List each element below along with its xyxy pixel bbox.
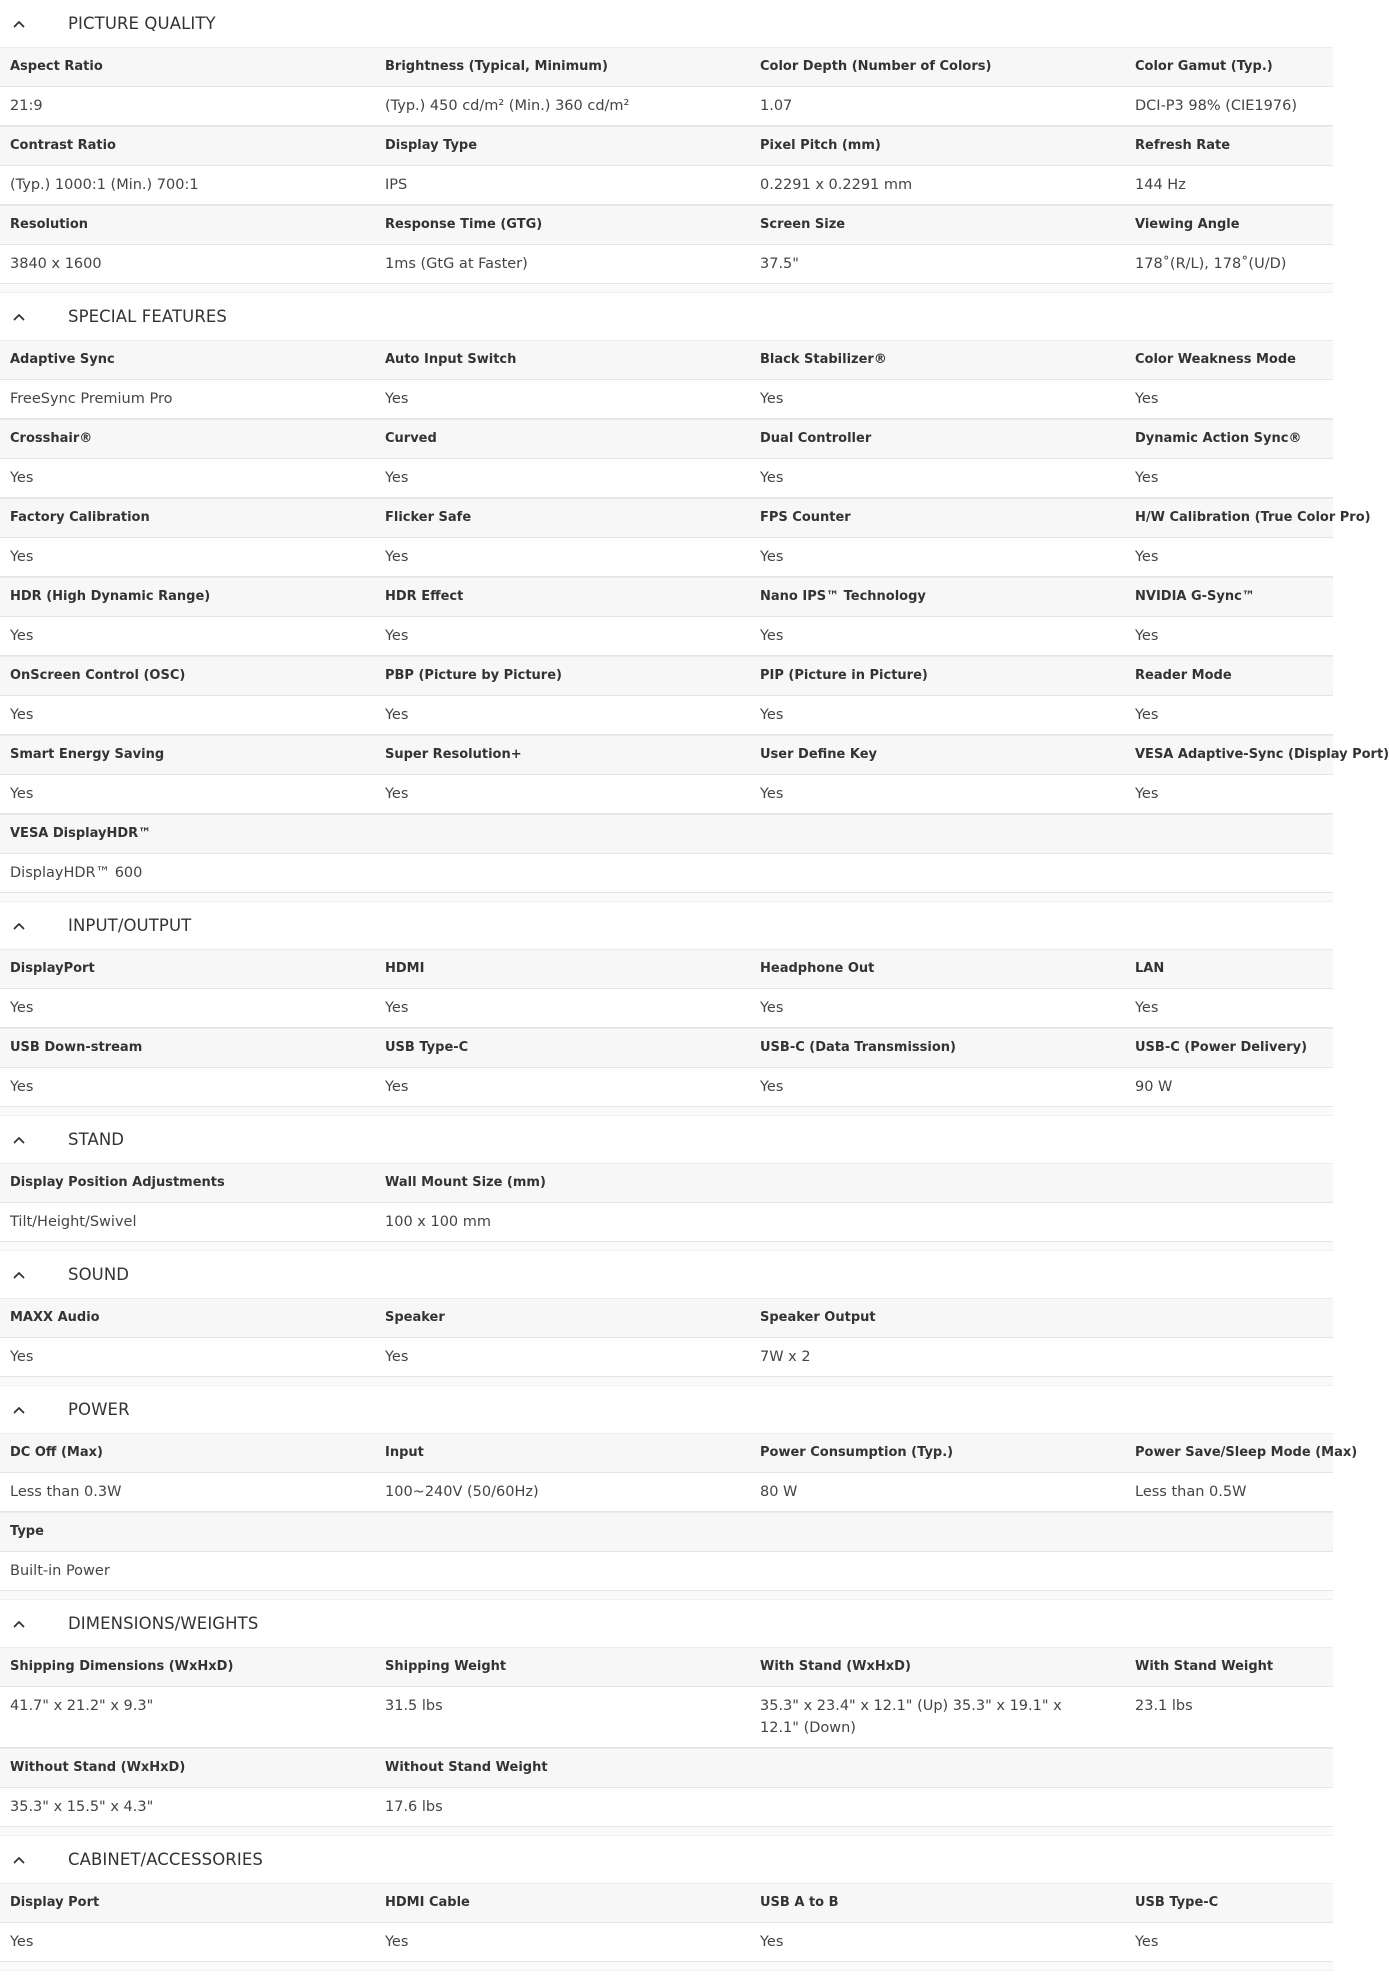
spec-value: Yes bbox=[10, 786, 34, 802]
section-header-picture-quality[interactable] bbox=[0, 0, 1333, 47]
section-header-dimensions-weights[interactable] bbox=[0, 1600, 1333, 1647]
spec-value-row bbox=[0, 538, 1333, 577]
spec-label: Black Stabilizer® bbox=[760, 352, 887, 367]
spec-value bbox=[375, 1552, 750, 1590]
section-title: CABINET/ACCESSORIES bbox=[68, 1850, 263, 1869]
section-title: PICTURE QUALITY bbox=[68, 14, 216, 33]
spec-label: Without Stand (WxHxD) bbox=[10, 1760, 186, 1775]
chevron-up-icon[interactable] bbox=[12, 1853, 26, 1867]
spec-value: Yes bbox=[385, 1079, 409, 1095]
chevron-up-icon[interactable] bbox=[12, 310, 26, 324]
spec-label bbox=[750, 815, 1125, 853]
spec-label: Speaker bbox=[385, 1310, 445, 1325]
spec-section-input-output bbox=[0, 902, 1333, 1116]
spec-label bbox=[1125, 815, 1333, 853]
spec-value: 41.7" x 21.2" x 9.3" bbox=[10, 1698, 154, 1714]
spec-value: Yes bbox=[385, 628, 409, 644]
spec-value: Yes bbox=[385, 707, 409, 723]
spec-label: Without Stand Weight bbox=[385, 1760, 548, 1775]
spec-label: USB Type-C bbox=[1135, 1895, 1219, 1910]
spec-value: Yes bbox=[385, 1934, 409, 1950]
chevron-up-icon[interactable] bbox=[12, 1133, 26, 1147]
spec-value: DisplayHDR™ 600 bbox=[10, 865, 143, 881]
spec-value: Yes bbox=[10, 1349, 34, 1365]
section-header-special-features[interactable] bbox=[0, 293, 1333, 340]
spec-label bbox=[750, 1749, 1125, 1787]
spec-section-power bbox=[0, 1386, 1358, 1600]
spec-label bbox=[750, 1164, 1125, 1202]
spec-label: Power Consumption (Typ.) bbox=[760, 1445, 954, 1460]
spec-value: Yes bbox=[385, 549, 409, 565]
spec-label: Crosshair® bbox=[10, 431, 93, 446]
spec-value: Yes bbox=[760, 470, 784, 486]
spec-value: Yes bbox=[10, 707, 34, 723]
section-title: STAND bbox=[68, 1130, 125, 1149]
spec-value-row bbox=[0, 775, 1333, 814]
spec-value: Yes bbox=[385, 786, 409, 802]
spec-label: Wall Mount Size (mm) bbox=[385, 1175, 546, 1190]
spec-label-row bbox=[0, 1883, 1333, 1923]
spec-value: Yes bbox=[385, 391, 409, 407]
spec-label: Headphone Out bbox=[760, 961, 875, 976]
spec-label: Curved bbox=[385, 431, 437, 446]
spec-label: VESA Adaptive-Sync (Display Port) bbox=[1135, 747, 1389, 762]
spec-label: Speaker Output bbox=[760, 1310, 876, 1325]
section-header-cabinet-accessories[interactable] bbox=[0, 1836, 1333, 1883]
section-title: SOUND bbox=[68, 1265, 130, 1284]
spec-label: HDR Effect bbox=[385, 589, 464, 604]
spec-value: 100 x 100 mm bbox=[385, 1214, 492, 1230]
spec-label: USB-C (Power Delivery) bbox=[1135, 1040, 1308, 1055]
spec-label bbox=[1125, 1513, 1333, 1551]
spec-label: USB Down-stream bbox=[10, 1040, 143, 1055]
spec-label: H/W Calibration (True Color Pro) bbox=[1135, 510, 1371, 525]
spec-label-row bbox=[0, 1748, 1333, 1788]
spec-value-row bbox=[0, 245, 1333, 284]
spec-label: Shipping Weight bbox=[385, 1659, 507, 1674]
spec-value bbox=[750, 1203, 1125, 1241]
spec-value-row bbox=[0, 380, 1333, 419]
spec-label-row bbox=[0, 498, 1371, 538]
spec-value: Yes bbox=[760, 1000, 784, 1016]
spec-value bbox=[1125, 1338, 1333, 1376]
spec-label: Power Save/Sleep Mode (Max) bbox=[1135, 1445, 1358, 1460]
spec-label: Flicker Safe bbox=[385, 510, 472, 525]
spec-value-row bbox=[0, 87, 1333, 126]
spec-label-row bbox=[0, 47, 1333, 87]
spec-value bbox=[750, 1552, 1125, 1590]
spec-value: FreeSync Premium Pro bbox=[10, 391, 173, 407]
spec-value: Yes bbox=[1135, 470, 1159, 486]
spec-label-row bbox=[0, 1163, 1333, 1203]
chevron-up-icon[interactable] bbox=[12, 919, 26, 933]
spec-value: 23.1 lbs bbox=[1135, 1698, 1193, 1714]
spec-value: Yes bbox=[760, 1079, 784, 1095]
spec-label-row bbox=[0, 735, 1389, 775]
spec-value-row bbox=[0, 1068, 1333, 1107]
spec-label: Nano IPS™ Technology bbox=[760, 589, 926, 604]
spec-value: 1ms (GtG at Faster) bbox=[385, 256, 528, 272]
spec-label: Reader Mode bbox=[1135, 668, 1232, 683]
spec-value: Yes bbox=[1135, 1000, 1159, 1016]
section-title: DIMENSIONS/WEIGHTS bbox=[68, 1614, 259, 1633]
chevron-up-icon[interactable] bbox=[12, 1403, 26, 1417]
spec-label: DC Off (Max) bbox=[10, 1445, 103, 1460]
spec-value: 178˚(R/L), 178˚(U/D) bbox=[1135, 256, 1287, 272]
spec-label-row bbox=[0, 205, 1333, 245]
spec-label: MAXX Audio bbox=[10, 1310, 100, 1325]
spec-label-row bbox=[0, 949, 1333, 989]
spec-label: OnScreen Control (OSC) bbox=[10, 668, 186, 683]
spec-value-row bbox=[0, 1687, 1333, 1748]
spec-value: Yes bbox=[1135, 1934, 1159, 1950]
spec-value: (Typ.) 450 cd/m² (Min.) 360 cd/m² bbox=[385, 98, 630, 114]
spec-section-cabinet-accessories bbox=[0, 1836, 1333, 1971]
spec-label bbox=[375, 1513, 750, 1551]
spec-value bbox=[1125, 1788, 1333, 1826]
spec-label: Adaptive Sync bbox=[10, 352, 115, 367]
spec-label: Input bbox=[385, 1445, 424, 1460]
section-header-input-output[interactable] bbox=[0, 902, 1333, 949]
spec-label bbox=[375, 815, 750, 853]
spec-label: HDR (High Dynamic Range) bbox=[10, 589, 211, 604]
spec-value-row bbox=[0, 1203, 1333, 1242]
spec-value: Yes bbox=[385, 1000, 409, 1016]
spec-value: 3840 x 1600 bbox=[10, 256, 102, 272]
spec-value: Yes bbox=[10, 470, 34, 486]
spec-label: DisplayPort bbox=[10, 961, 95, 976]
spec-label-row bbox=[0, 340, 1333, 380]
spec-label: Auto Input Switch bbox=[385, 352, 517, 367]
spec-label: PBP (Picture by Picture) bbox=[385, 668, 562, 683]
spec-label: Viewing Angle bbox=[1135, 217, 1240, 232]
spec-value: DCI-P3 98% (CIE1976) bbox=[1135, 98, 1297, 114]
spec-label: Response Time (GTG) bbox=[385, 217, 543, 232]
spec-label: Type bbox=[10, 1524, 44, 1539]
spec-label: Smart Energy Saving bbox=[10, 747, 165, 762]
spec-value: Yes bbox=[385, 1349, 409, 1365]
spec-label-row bbox=[0, 1298, 1333, 1338]
spec-label bbox=[750, 1513, 1125, 1551]
spec-value-row bbox=[0, 696, 1333, 735]
spec-value: Yes bbox=[760, 549, 784, 565]
spec-label: HDMI bbox=[385, 961, 425, 976]
spec-value: 80 W bbox=[760, 1484, 798, 1500]
spec-value-row bbox=[0, 1473, 1333, 1512]
spec-label: Brightness (Typical, Minimum) bbox=[385, 59, 608, 74]
spec-label: With Stand Weight bbox=[1135, 1659, 1274, 1674]
spec-label: Color Gamut (Typ.) bbox=[1135, 59, 1273, 74]
spec-label: Refresh Rate bbox=[1135, 138, 1231, 153]
spec-label: With Stand (WxHxD) bbox=[760, 1659, 911, 1674]
spec-value bbox=[750, 854, 1125, 892]
spec-value: 144 Hz bbox=[1135, 177, 1186, 193]
spec-label-row bbox=[0, 814, 1333, 854]
section-divider bbox=[0, 284, 1333, 293]
spec-value bbox=[1125, 854, 1333, 892]
spec-section-picture-quality bbox=[0, 0, 1333, 293]
spec-label: USB A to B bbox=[760, 1895, 839, 1910]
section-divider bbox=[0, 1827, 1333, 1836]
spec-value-row bbox=[0, 854, 1333, 893]
spec-value: 35.3" x 23.4" x 12.1" (Up) 35.3" x 19.1" x 12.1" (Down) bbox=[760, 1698, 1062, 1736]
spec-value-row bbox=[0, 166, 1333, 205]
spec-label: USB Type-C bbox=[385, 1040, 469, 1055]
spec-label: Pixel Pitch (mm) bbox=[760, 138, 881, 153]
spec-label: USB-C (Data Transmission) bbox=[760, 1040, 956, 1055]
spec-value: Yes bbox=[10, 1000, 34, 1016]
spec-value bbox=[1125, 1203, 1333, 1241]
section-divider bbox=[0, 1591, 1333, 1600]
spec-value: 1.07 bbox=[760, 98, 793, 114]
spec-section-special-features bbox=[0, 293, 1389, 902]
spec-label-row bbox=[0, 656, 1333, 696]
chevron-up-icon[interactable] bbox=[12, 1268, 26, 1282]
spec-label: Factory Calibration bbox=[10, 510, 150, 525]
spec-value: Less than 0.3W bbox=[10, 1484, 122, 1500]
spec-value: 31.5 lbs bbox=[385, 1698, 443, 1714]
spec-value bbox=[750, 1788, 1125, 1826]
spec-label: HDMI Cable bbox=[385, 1895, 470, 1910]
spec-label: NVIDIA G-Sync™ bbox=[1135, 589, 1255, 604]
spec-label: Screen Size bbox=[760, 217, 846, 232]
spec-value-row bbox=[0, 617, 1333, 656]
spec-value: Yes bbox=[385, 470, 409, 486]
section-divider bbox=[0, 893, 1333, 902]
spec-label: Dual Controller bbox=[760, 431, 872, 446]
spec-value: 37.5" bbox=[760, 256, 799, 272]
spec-label-row bbox=[0, 1512, 1333, 1552]
spec-value: 35.3" x 15.5" x 4.3" bbox=[10, 1799, 154, 1815]
spec-value: Yes bbox=[10, 549, 34, 565]
spec-value: Less than 0.5W bbox=[1135, 1484, 1247, 1500]
spec-value-row bbox=[0, 1552, 1333, 1591]
spec-label-row bbox=[0, 419, 1333, 459]
chevron-up-icon[interactable] bbox=[12, 1617, 26, 1631]
spec-value: Yes bbox=[1135, 628, 1159, 644]
spec-section-dimensions-weights bbox=[0, 1600, 1333, 1836]
spec-section-stand bbox=[0, 1116, 1333, 1251]
spec-label-row bbox=[0, 577, 1333, 617]
spec-value: Yes bbox=[760, 786, 784, 802]
spec-value: Yes bbox=[760, 391, 784, 407]
section-divider bbox=[0, 1377, 1333, 1386]
spec-label: PIP (Picture in Picture) bbox=[760, 668, 928, 683]
section-divider bbox=[0, 1107, 1333, 1116]
spec-label: Color Weakness Mode bbox=[1135, 352, 1296, 367]
spec-value-row bbox=[0, 459, 1333, 498]
spec-label: VESA DisplayHDR™ bbox=[10, 826, 152, 841]
section-title: SPECIAL FEATURES bbox=[68, 307, 228, 326]
spec-value-row bbox=[0, 1788, 1333, 1827]
spec-label: LAN bbox=[1135, 961, 1165, 976]
spec-value: Yes bbox=[760, 1934, 784, 1950]
spec-value: Yes bbox=[10, 1079, 34, 1095]
spec-value: Yes bbox=[1135, 786, 1159, 802]
spec-value bbox=[375, 854, 750, 892]
spec-value: 7W x 2 bbox=[760, 1349, 811, 1365]
spec-value: Built-in Power bbox=[10, 1563, 110, 1579]
spec-label: Super Resolution+ bbox=[385, 747, 522, 762]
section-title: POWER bbox=[68, 1400, 130, 1419]
spec-value-row bbox=[0, 1338, 1333, 1377]
spec-value: Yes bbox=[1135, 707, 1159, 723]
spec-label: User Define Key bbox=[760, 747, 878, 762]
spec-value: 90 W bbox=[1135, 1079, 1173, 1095]
spec-value: 17.6 lbs bbox=[385, 1799, 443, 1815]
spec-label: Display Position Adjustments bbox=[10, 1175, 225, 1190]
spec-section-sound bbox=[0, 1251, 1333, 1386]
spec-value: Yes bbox=[760, 628, 784, 644]
spec-value: Yes bbox=[10, 628, 34, 644]
spec-value: 100~240V (50/60Hz) bbox=[385, 1484, 539, 1500]
section-header-power[interactable] bbox=[0, 1386, 1333, 1433]
spec-value: Tilt/Height/Swivel bbox=[10, 1214, 137, 1230]
spec-label: Display Port bbox=[10, 1895, 100, 1910]
spec-label: FPS Counter bbox=[760, 510, 851, 525]
spec-label: Aspect Ratio bbox=[10, 59, 103, 74]
spec-value: 21:9 bbox=[10, 98, 43, 114]
spec-label: Resolution bbox=[10, 217, 89, 232]
spec-label: Contrast Ratio bbox=[10, 138, 116, 153]
section-title: INPUT/OUTPUT bbox=[68, 916, 192, 935]
spec-value: IPS bbox=[385, 177, 408, 193]
spec-label-row bbox=[0, 1028, 1333, 1068]
spec-label-row bbox=[0, 1647, 1333, 1687]
section-header-stand[interactable] bbox=[0, 1116, 1333, 1163]
spec-value bbox=[1125, 1552, 1333, 1590]
section-divider bbox=[0, 1242, 1333, 1251]
spec-label: Shipping Dimensions (WxHxD) bbox=[10, 1659, 234, 1674]
spec-label-row bbox=[0, 1433, 1358, 1473]
spec-value-row bbox=[0, 1923, 1333, 1962]
spec-label-row bbox=[0, 126, 1333, 166]
spec-value: (Typ.) 1000:1 (Min.) 700:1 bbox=[10, 177, 199, 193]
spec-label bbox=[1125, 1299, 1333, 1337]
section-header-sound[interactable] bbox=[0, 1251, 1333, 1298]
spec-label bbox=[1125, 1749, 1333, 1787]
spec-value: Yes bbox=[1135, 391, 1159, 407]
spec-value: 0.2291 x 0.2291 mm bbox=[760, 177, 913, 193]
spec-value: Yes bbox=[10, 1934, 34, 1950]
section-divider bbox=[0, 1962, 1333, 1971]
spec-label: Color Depth (Number of Colors) bbox=[760, 59, 992, 74]
spec-value: Yes bbox=[760, 707, 784, 723]
spec-label: Display Type bbox=[385, 138, 478, 153]
chevron-up-icon[interactable] bbox=[12, 17, 26, 31]
spec-value-row bbox=[0, 989, 1333, 1028]
spec-value: Yes bbox=[1135, 549, 1159, 565]
spec-label: Dynamic Action Sync® bbox=[1135, 431, 1302, 446]
spec-label bbox=[1125, 1164, 1333, 1202]
